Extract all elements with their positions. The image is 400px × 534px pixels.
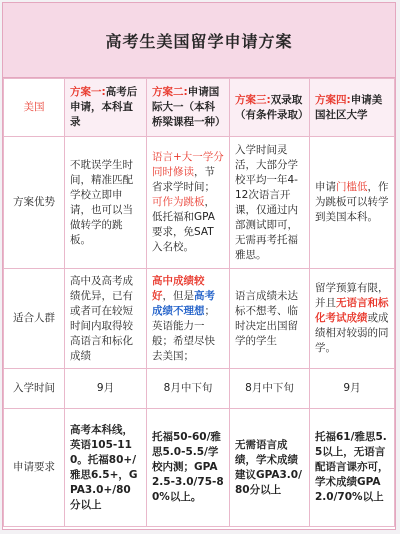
advantages-plan-1: 不耽误学生时间，精准匹配学校立即申请，也可以当做转学的跳板。 bbox=[65, 137, 147, 269]
audience-plan-4 bbox=[310, 269, 395, 369]
audience-plan-2-text-2: ；英语能力一般；希望尽快去美国； bbox=[152, 304, 215, 362]
advantages-plan-2-highlight-2: 可作为跳板 bbox=[152, 196, 205, 208]
header-plan-4 bbox=[310, 79, 395, 137]
audience-plan-4-text-2: 或成绩相对较弱的同学。 bbox=[315, 312, 389, 354]
intake-plan-4: 9月 bbox=[310, 369, 395, 409]
page-title: 高考生美国留学申请方案 bbox=[105, 31, 293, 51]
plan-2-prefix: 方案二: bbox=[152, 86, 188, 98]
plan-4-prefix: 方案四: bbox=[315, 93, 351, 106]
requirements-plan-1: 高考本科线，英语105-110。托福80+/雅思6.5+，GPA3.0+/80分以上 bbox=[65, 409, 147, 527]
plan-4-name: 申请美国社区大学 bbox=[315, 93, 383, 121]
intake-plan-3: 8月中下旬 bbox=[230, 369, 310, 409]
advantages-plan-4 bbox=[310, 137, 395, 269]
row-label-audience: 适合人群 bbox=[4, 269, 65, 369]
advantages-plan-2-highlight-1: 语言+大一学分同时修读 bbox=[152, 151, 224, 178]
audience-plan-4-highlight: 无语言和标化考试成绩 bbox=[315, 297, 389, 324]
intake-plan-1: 9月 bbox=[65, 369, 147, 409]
row-label-intake: 入学时间 bbox=[4, 369, 65, 409]
plan-2-name: 申请国际大一（本科桥梁课程一种） bbox=[152, 86, 226, 128]
requirements-plan-3: 无需语言成绩，学术成绩建议GPA3.0/80分以上 bbox=[230, 409, 310, 527]
table-row-audience bbox=[4, 269, 395, 369]
plan-comparison-card bbox=[2, 2, 396, 530]
row-label-requirements: 申请要求 bbox=[4, 409, 65, 527]
audience-plan-2 bbox=[147, 269, 230, 369]
advantages-plan-3: 入学时间灵活，大部分学校平均一年4-12次语言开课，仅通过内部测试即可，无需再考托福雅思。 bbox=[230, 137, 310, 269]
advantages-plan-2-text-1: ，节省求学时间； bbox=[152, 166, 215, 193]
audience-plan-4-text-1: 留学预算有限，并且 bbox=[315, 282, 389, 309]
comparison-table bbox=[3, 78, 395, 527]
plan-3-name: 双录取（有条件录取） bbox=[235, 93, 309, 121]
header-plan-2 bbox=[147, 79, 230, 137]
plan-1-name: 高考后申请，本科直录 bbox=[70, 86, 138, 128]
header-label-usa: 美国 bbox=[4, 79, 65, 137]
audience-plan-2-emphasis: 高考成绩不理想 bbox=[152, 289, 215, 317]
row-label-advantages: 方案优势 bbox=[4, 137, 65, 269]
plan-3-prefix: 方案三: bbox=[235, 93, 271, 106]
table-header-row bbox=[4, 79, 395, 137]
requirements-plan-2: 托福50-60/雅思5.0-5.5/学校内测；GPA2.5-3.0/75-80%以上。 bbox=[147, 409, 230, 527]
table-row-advantages bbox=[4, 137, 395, 269]
plan-1-prefix: 方案一: bbox=[70, 86, 106, 98]
intake-plan-2: 8月中下旬 bbox=[147, 369, 230, 409]
advantages-plan-4-text-1: 申请 bbox=[315, 181, 336, 193]
audience-plan-3: 语言成绩未达标不想考、临时决定出国留学的学生 bbox=[230, 269, 310, 369]
advantages-plan-2-text-2: ，低托福和GPA要求，免SAT入名校。 bbox=[152, 196, 215, 253]
audience-plan-2-text-1: ，但是 bbox=[162, 289, 194, 302]
table-row-intake bbox=[4, 369, 395, 409]
audience-plan-1: 高中及高考成绩优异，已有或者可在较短时间内取得较高语言和标化成绩 bbox=[65, 269, 147, 369]
advantages-plan-2 bbox=[147, 137, 230, 269]
advantages-plan-4-text-2: ，作为跳板可以转学到美国本科。 bbox=[315, 181, 389, 223]
title-bar bbox=[3, 3, 395, 78]
header-plan-1 bbox=[65, 79, 147, 137]
header-plan-3 bbox=[230, 79, 310, 137]
audience-plan-2-highlight: 高中成绩较好 bbox=[152, 274, 205, 302]
table-row-requirements bbox=[4, 409, 395, 527]
requirements-plan-4: 托福61/雅思5.5以上，无语言配语言课亦可，学术成绩GPA2.0/70%以上 bbox=[310, 409, 395, 527]
advantages-plan-4-highlight: 门槛低 bbox=[336, 181, 368, 193]
